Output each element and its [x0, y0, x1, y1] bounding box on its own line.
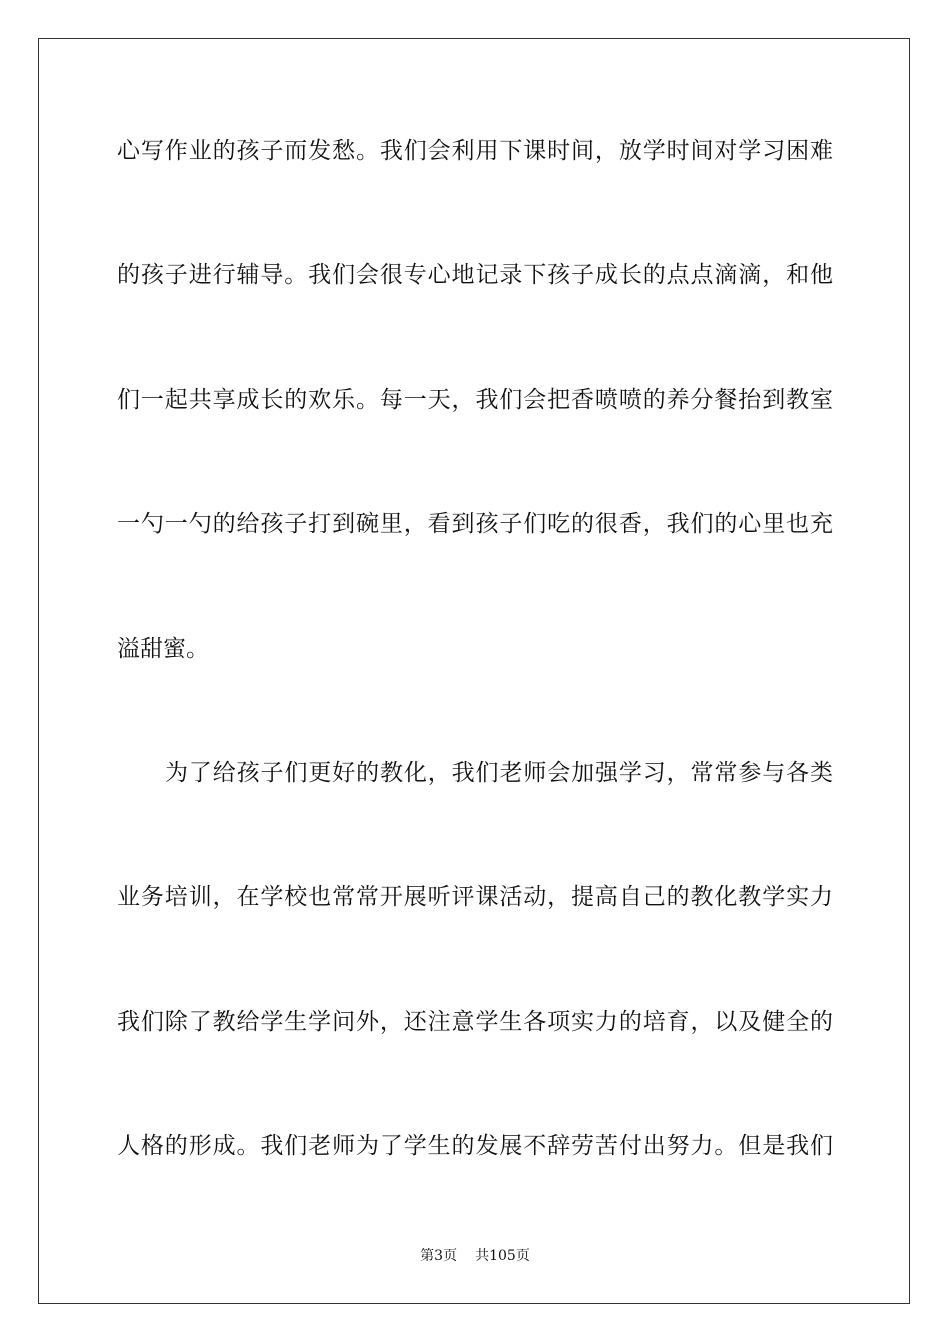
page-border: [38, 38, 910, 1304]
page-number: 第3页: [420, 1248, 458, 1264]
body-text-line: 们一起共享成长的欢乐。每一天，我们会把香喷喷的养分餐抬到教室: [117, 387, 833, 413]
body-text-line: 心写作业的孩子而发愁。我们会利用下课时间，放学时间对学习困难: [117, 138, 833, 164]
total-pages: 共105页: [475, 1248, 530, 1264]
body-text-line: 为了给孩子们更好的教化，我们老师会加强学习，常常参与各类: [165, 760, 833, 786]
body-text-line: 的孩子进行辅导。我们会很专心地记录下孩子成长的点点滴滴，和他: [117, 262, 833, 288]
body-text-line: 人格的形成。我们老师为了学生的发展不辞劳苦付出努力。但是我们: [117, 1133, 833, 1159]
body-text-line: 业务培训，在学校也常常开展听评课活动，提高自己的教化教学实力: [117, 884, 833, 910]
body-text-line: 溢甜蜜。: [117, 636, 209, 662]
body-text-line: 我们除了教给学生学问外，还注意学生各项实力的培育，以及健全的: [117, 1009, 833, 1035]
page-footer: [0, 1246, 950, 1266]
body-text-line: 一勺一勺的给孩子打到碗里，看到孩子们吃的很香，我们的心里也充: [117, 511, 833, 537]
